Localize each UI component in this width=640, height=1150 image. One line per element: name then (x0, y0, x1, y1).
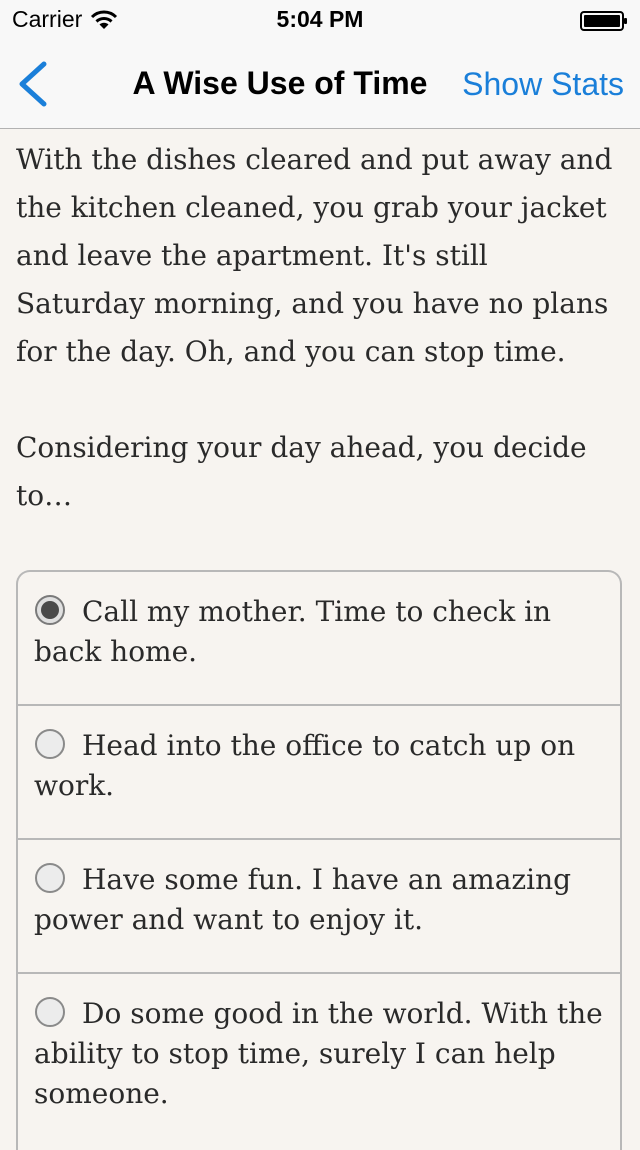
story-text (16, 136, 624, 568)
story-paragraph: With the dishes cleared and put away and the kitchen cleaned, you grab your jacket and leave the apartment. It's still Saturday morning, and you have no plans for the day. Oh, and you can stop time. (16, 143, 613, 368)
choice-option-office[interactable] (18, 706, 620, 840)
choice-label: Do some good in the world. With the ability to stop time, surely I can help someone. (34, 997, 603, 1110)
battery-icon (580, 11, 628, 31)
show-stats-button[interactable]: Show Stats (462, 66, 624, 102)
status-time: 5:04 PM (276, 6, 364, 32)
radio-unselected-icon (34, 996, 66, 1028)
navigation-bar (0, 40, 640, 129)
choice-label: Head into the office to catch up on work. (34, 729, 576, 802)
choice-label: Call my mother. Time to check in back home. (34, 595, 552, 668)
page-title: A Wise Use of Time (132, 65, 428, 101)
choice-option-do-good[interactable] (18, 974, 620, 1108)
radio-selected-icon (34, 594, 66, 626)
choice-option-call-mother[interactable] (18, 572, 620, 706)
radio-unselected-icon (34, 862, 66, 894)
choice-list (16, 570, 622, 1150)
story-paragraph: Considering your day ahead, you decide to… (16, 431, 587, 512)
status-bar (0, 0, 640, 40)
carrier-label: Carrier (12, 6, 83, 32)
choice-option-fun[interactable] (18, 840, 620, 974)
radio-unselected-icon (34, 728, 66, 760)
choice-label: Have some fun. I have an amazing power and want to enjoy it. (34, 863, 572, 936)
